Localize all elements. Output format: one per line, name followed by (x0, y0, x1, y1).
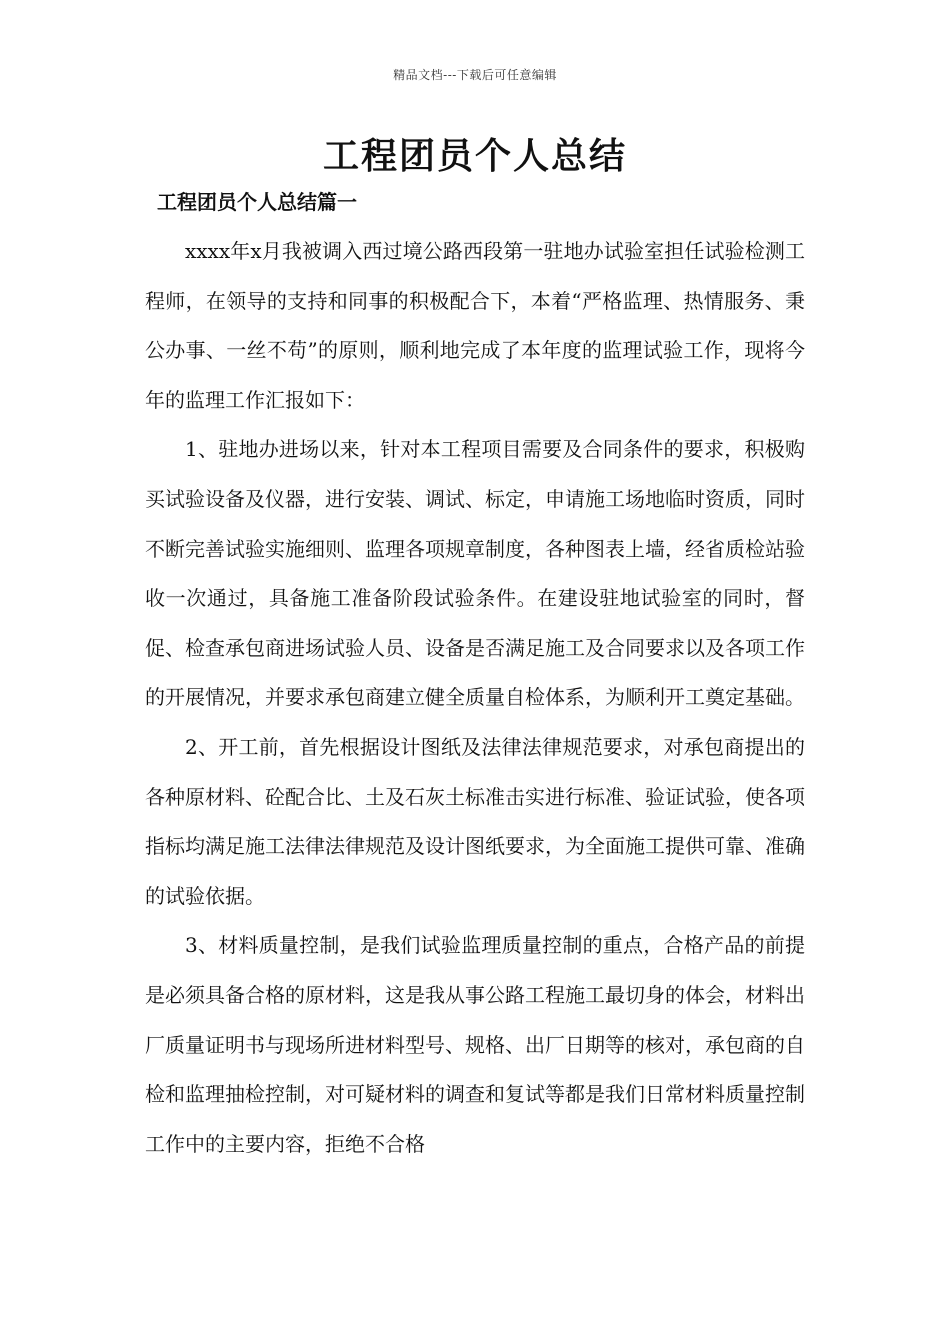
paragraph-item-2: 2、开工前，首先根据设计图纸及法律法律规范要求，对承包商提出的各种原材料、砼配合比、土及石灰土标准击实进行标准、验证试验，使各项指标均满足施工法律法律规范及设计图纸要求，为全面施工提供可靠、准确的试验依据。 (145, 734, 805, 908)
document-body (145, 227, 805, 1169)
paragraph-item-3: 3、材料质量控制，是我们试验监理质量控制的重点，合格产品的前提是必须具备合格的原材料，这是我从事公路工程施工最切身的体会，材料出厂质量证明书与现场所进材料型号、规格、出厂日期等的核对，承包商的自检和监理抽检控制，对可疑材料的调查和复试等都是我们日常材料质量控制工作中的主要内容，拒绝不合格 (145, 933, 805, 1156)
paragraph-intro: xxxx年x月我被调入西过境公路西段第一驻地办试验室担任试验检测工程师，在领导的支持和同事的积极配合下，本着“严格监理、热情服务、秉公办事、一丝不苟”的原则，顺利地完成了本年度的监理试验工作，现将今年的监理工作汇报如下： (145, 239, 805, 412)
document-title: 工程团员个人总结 (322, 136, 627, 177)
section-heading: 工程团员个人总结篇一 (157, 190, 357, 214)
paragraph-item-1: 1、驻地办进场以来，针对本工程项目需要及合同条件的要求，积极购买试验设备及仪器，进行安装、调试、标定，申请施工场地临时资质，同时不断完善试验实施细则、监理各项规章制度，各种图表上墙，经省质检站验收一次通过，具备施工准备阶段试验条件。在建设驻地试验室的同时，督促、检查承包商进场试验人员、设备是否满足施工及合同要求以及各项工作的开展情况，并要求承包商建立健全质量自检体系，为顺利开工奠定基础。 (145, 437, 805, 710)
page-header-note: 精品文档---下载后可任意编辑 (393, 68, 557, 82)
